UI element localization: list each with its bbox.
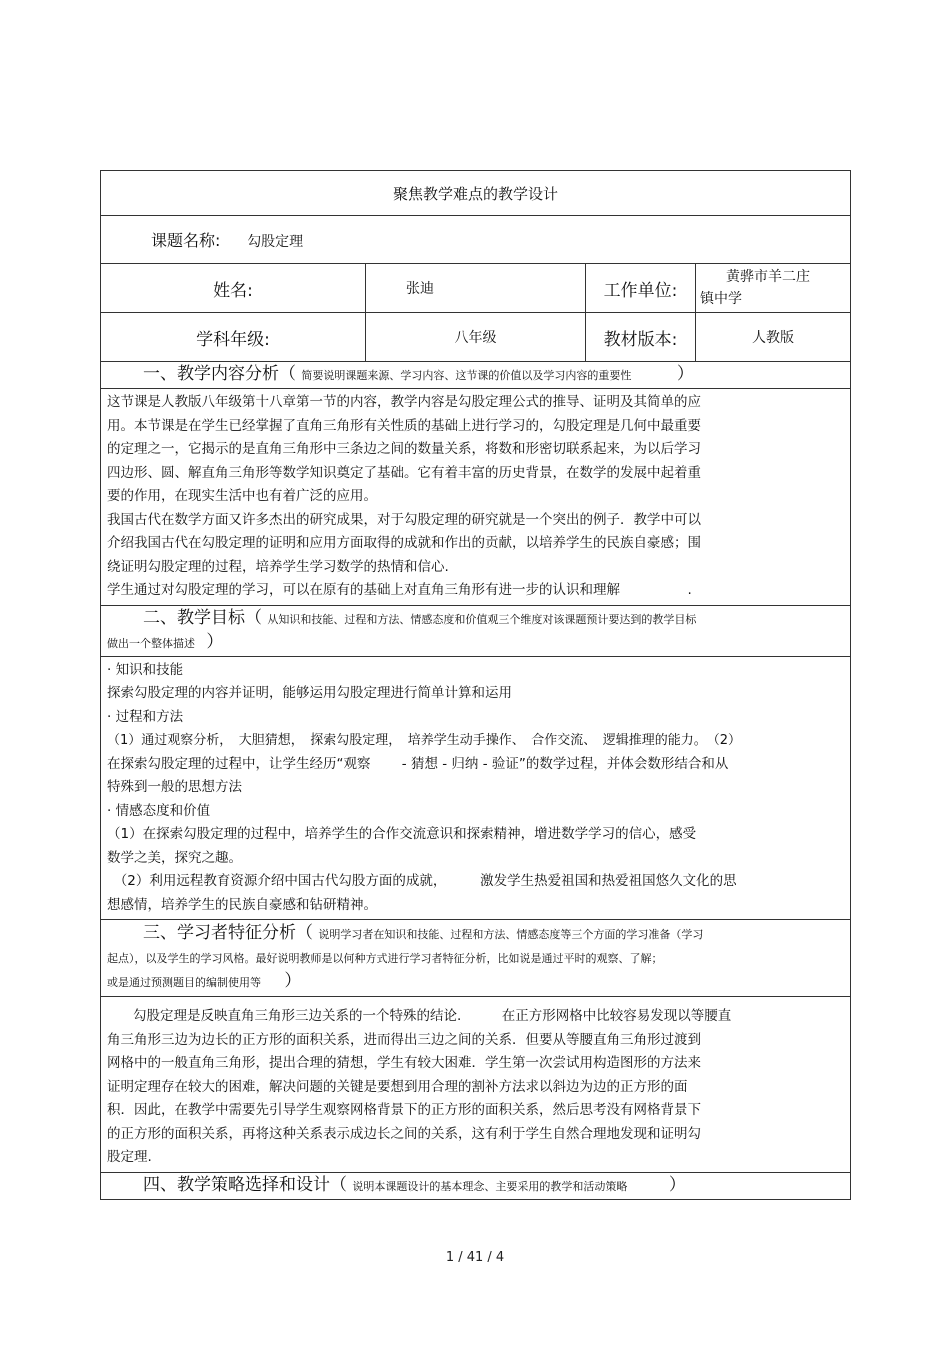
paragraph-line: 探索勾股定理的内容并证明，能够运用勾股定理进行简单计算和运用 <box>107 685 512 701</box>
paragraph-line: 想感情，培养学生的民族自豪感和钻研精神。 <box>107 896 377 913</box>
topic-value: 勾股定理 <box>247 234 304 250</box>
grade-label: 学科年级: <box>101 313 366 362</box>
paragraph-line: 绕证明勾股定理的过程，培养学生学习数学的热情和信心. <box>107 558 449 575</box>
paragraph-line: 的定理之一，它揭示的是直角三角形中三条边之间的数量关系，将数和形密切联系起来，为以后学习 <box>107 441 701 457</box>
page-number: 1 / 41 / 4 <box>445 1250 505 1265</box>
paragraph-line: · 情感态度和价值 <box>107 802 211 819</box>
paragraph-line: 学生通过对勾股定理的学习，可以在原有的基础上对直角三角形有进一步的认识和理解 . <box>107 582 692 598</box>
edition-value: 人教版 <box>696 313 851 362</box>
name-value: 张迪 <box>366 264 586 313</box>
paragraph-line: 勾股定理是反映直角三角形三边关系的一个特殊的结论. 在正方形网格中比较容易发现以等腰直 <box>133 1008 732 1024</box>
section-2-note: 从知识和技能、过程和方法、情感态度和价值观三个维度对该课题预计要达到的教学目标 <box>267 612 697 626</box>
paragraph-line: 证明定理存在较大的困难，解决问题的关键是要想到用合理的割补方法求以斜边为边的正方形的面 <box>107 1078 688 1095</box>
topic-label: 课题名称: <box>151 231 221 250</box>
paragraph-line: 网格中的一般直角三角形，提出合理的猜想，学生有较大困难．学生第一次尝试用构造图形的方法来 <box>107 1055 701 1071</box>
section-1-body <box>101 389 851 606</box>
paragraph-line: 四边形、圆、解直角三角形等数学知识奠定了基础。它有着丰富的历史背景，在数学的发展中起着重 <box>107 464 701 481</box>
topic-row <box>101 216 851 264</box>
paragraph-line: · 知识和技能 <box>107 661 184 678</box>
section-3-body <box>101 997 851 1173</box>
document-title: 聚焦教学难点的教学设计 <box>101 171 851 216</box>
paragraph-line: 用。本节课是在学生已经掌握了直角三角形有关性质的基础上进行学习的，勾股定理是几何中最重要 <box>107 417 701 434</box>
section-2-body <box>101 656 851 920</box>
section-3-heading: 三、学习者特征分析（ 说明学习者在知识和技能、过程和方法、情感态度等三个方面的学习准备（学习 起点），以及学生的学习风格。最好说明教师是以何种方式进行学习者特征分析，比如说是通过平时的观察、了解； 或是通过预测题目的编制使用等 ） <box>101 920 851 997</box>
paragraph-line: （1）在探索勾股定理的过程中，培养学生的合作交流意识和探索精神，增进数学学习的信心，感受 <box>107 826 697 842</box>
paragraph-line: 这节课是人教版八年级第十八章第一节的内容，教学内容是勾股定理公式的推导、证明及其简单的应 <box>107 394 701 410</box>
unit-value <box>696 264 851 313</box>
unit-value-line2: 镇中学 <box>700 291 742 307</box>
paragraph-line: 我国古代在数学方面又许多杰出的研究成果，对于勾股定理的研究就是一个突出的例子．教学中可以 <box>107 511 701 528</box>
lesson-design-table <box>100 170 851 1200</box>
paragraph-line: （1）通过观察分析， 大胆猜想， 探索勾股定理， 培养学生动手操作、 合作交流、 逻辑推理的能力。 （2） <box>107 733 742 748</box>
paragraph-line: 数学之美，探究之趣。 <box>107 849 242 866</box>
paragraph-line: 介绍我国古代在勾股定理的证明和应用方面取得的成就和作出的贡献，以培养学生的民族自豪感；围 <box>107 535 701 551</box>
paragraph-line: （2）利用远程教育资源介绍中国古代勾股方面的成就， 激发学生热爱祖国和热爱祖国悠久文化的思 <box>107 873 737 889</box>
section-1-heading: 一、教学内容分析（ 简要说明课题来源、学习内容、这节课的价值以及学习内容的重要性 ） <box>101 362 851 389</box>
paragraph-line: 的正方形的面积关系，再将这种关系表示成边长之间的关系，这有利于学生自然合理地发现和证明勾 <box>107 1125 701 1142</box>
unit-label: 工作单位: <box>586 264 696 313</box>
paragraph-line: 积．因此，在教学中需要先引导学生观察网格背景下的正方形的面积关系，然后思考没有网格背景下 <box>107 1102 701 1118</box>
name-label: 姓名: <box>101 264 366 313</box>
edition-label: 教材版本: <box>586 313 696 362</box>
paragraph-line: 角三角形三边为边长的正方形的面积关系，进而得出三边之间的关系．但要从等腰直角三角形过渡到 <box>107 1031 701 1048</box>
section-4-note: 说明本课题设计的基本理念、主要采用的教学和活动策略 <box>352 1179 628 1193</box>
unit-value-line1: 黄骅市羊二庄 <box>726 269 810 285</box>
grade-value: 八年级 <box>366 313 586 362</box>
section-2-heading: 二、教学目标（ 从知识和技能、过程和方法、情感态度和价值观三个维度对该课题预计要达到的教学目标 做出一个整体描述 ） <box>101 605 851 656</box>
paragraph-line: · 过程和方法 <box>107 708 184 725</box>
paragraph-line: 在探索勾股定理的过程中，让学生经历“观察 - 猜想 - 归纳 - 验证”的数学过程，并体会数形结合和从 <box>107 755 729 772</box>
lesson-design-document <box>100 170 850 1200</box>
section-1-note: 简要说明课题来源、学习内容、这节课的价值以及学习内容的重要性 <box>301 369 632 382</box>
paragraph-line: 特殊到一般的思想方法 <box>107 779 242 795</box>
section-4-heading: 四、教学策略选择和设计（ 说明本课题设计的基本理念、主要采用的教学和活动策略 ） <box>101 1172 851 1199</box>
section-3-note: 说明学习者在知识和技能、过程和方法、情感态度等三个方面的学习准备（学习 <box>318 928 704 941</box>
paragraph-line: 股定理. <box>107 1149 152 1165</box>
paragraph-line: 要的作用，在现实生活中也有着广泛的应用。 <box>107 488 377 504</box>
